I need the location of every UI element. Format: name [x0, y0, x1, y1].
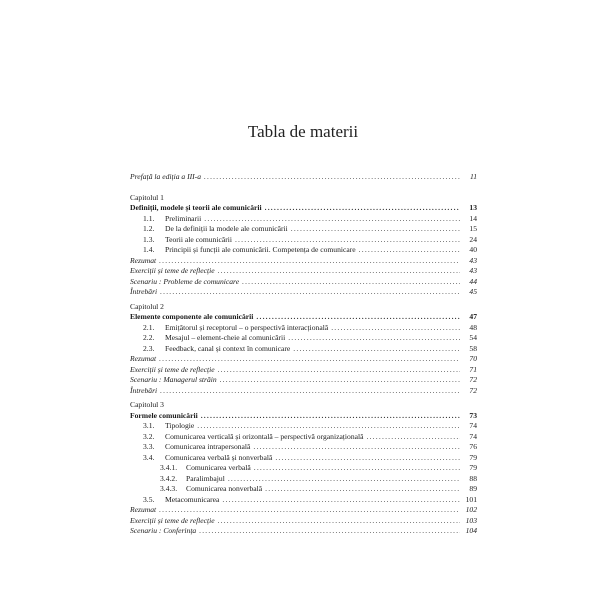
- leader-dots: [204, 172, 460, 183]
- toc-extra: Întrebări ..... 72: [130, 386, 477, 397]
- toc-extra: Scenariu : Conferința ..... 104: [130, 526, 477, 537]
- toc-entry: 1.1. Preliminarii ..... 14: [130, 214, 477, 225]
- toc-subentry: 3.4.1. Comunicarea verbală ..... 79: [130, 463, 477, 474]
- toc-subentry: 3.4.2. Paralimbajul ..... 88: [130, 474, 477, 485]
- toc-extra: Exerciții și teme de reflecție ..... 43: [130, 266, 477, 277]
- toc-extra: Scenariu : Probleme de comunicare ..... 44: [130, 277, 477, 288]
- toc-entry: 3.2. Comunicarea verticală și orizontală – perspectivă organizațională ..... 74: [130, 432, 477, 443]
- toc-entry: 1.3. Teorii ale comunicării ..... 24: [130, 235, 477, 246]
- book-page: [103, 0, 503, 600]
- toc-entry: 3.5. Metacomunicarea ..... 101: [130, 495, 477, 506]
- toc-entry-preface: [130, 172, 477, 183]
- leader-dots: [265, 203, 460, 214]
- toc-entry: 3.3. Comunicarea intrapersonală ..... 76: [130, 442, 477, 453]
- table-of-contents: [130, 172, 477, 537]
- toc-extra: Rezumat ..... 102: [130, 505, 477, 516]
- toc-entry: 1.2. De la definiții la modele ale comunicării ..... 15: [130, 224, 477, 235]
- toc-extra: Exerciții și teme de reflecție ..... 103: [130, 516, 477, 527]
- toc-extra: Întrebări ..... 45: [130, 287, 477, 298]
- chapter-label: Capitolul 1: [130, 192, 164, 202]
- toc-entry-text: Prefață la ediția a III-a: [130, 172, 201, 181]
- toc-entry: 3.4. Comunicarea verbală și nonverbală ..... 79: [130, 453, 477, 464]
- page-title: Tabla de materii: [247, 122, 359, 141]
- toc-entry: 2.3. Feedback, canal și context în comunicare ..... 58: [130, 344, 477, 355]
- toc-extra: Rezumat ..... 70: [130, 354, 477, 365]
- toc-extra: Scenariu : Managerul străin ..... 72: [130, 375, 477, 386]
- toc-extra: Exerciții și teme de reflecție ..... 71: [130, 365, 477, 376]
- toc-chapter-title: Elemente componente ale comunicării ..... 47: [130, 312, 477, 323]
- toc-subentry: 3.4.3. Comunicarea nonverbală ..... 89: [130, 484, 477, 495]
- toc-page-number: 13: [469, 203, 477, 212]
- chapter-label: Capitolul 3: [130, 400, 164, 409]
- toc-chapter-title: Formele comunicării ..... 73: [130, 411, 477, 422]
- toc-entry: 1.4. Principii și funcții ale comunicării. Competența de comunicare ..... 40: [130, 245, 477, 256]
- toc-entry: 2.1. Emițătorul și receptorul – o perspectivă interacțională ..... 48: [130, 323, 477, 334]
- toc-extra: Rezumat ..... 43: [130, 256, 477, 267]
- toc-entry-text: Definiții, modele și teorii ale comunicării: [130, 203, 262, 212]
- toc-chapter-title: [130, 203, 477, 214]
- toc-entry: 2.2. Mesajul – element-cheie al comunicării ..... 54: [130, 333, 477, 344]
- toc-page-number: 11: [469, 172, 477, 181]
- toc-entry: 3.1. Tipologie ..... 74: [130, 421, 477, 432]
- chapter-label: Capitolul 2: [130, 301, 164, 311]
